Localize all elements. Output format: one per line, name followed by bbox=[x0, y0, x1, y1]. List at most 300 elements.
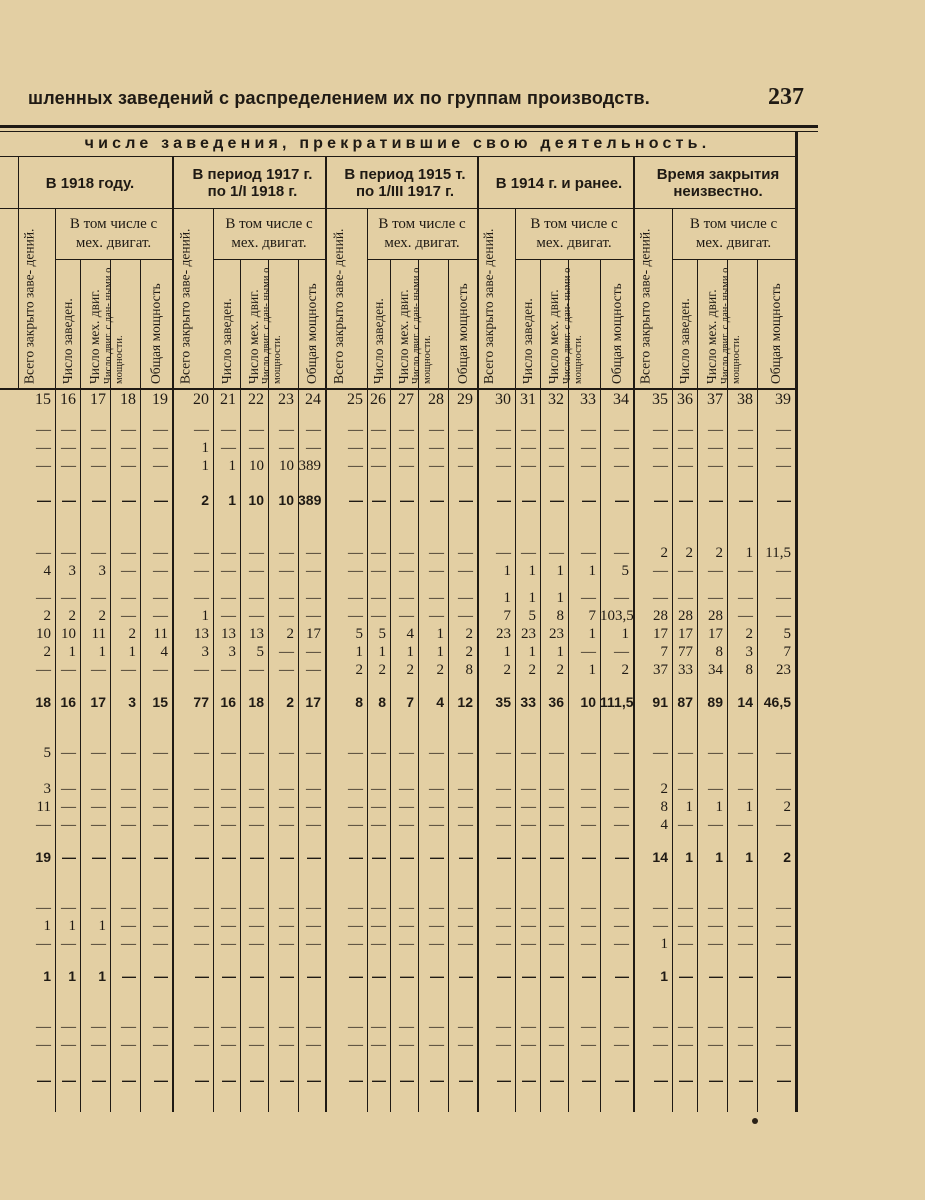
table-cell: 8 bbox=[378, 694, 386, 710]
column-header-label: Число двиг. с дан- ными о мощности. bbox=[562, 267, 584, 384]
table-cell: 17 bbox=[708, 626, 723, 642]
table-cell: — bbox=[458, 781, 473, 797]
column-header-label: Число мех. двиг. bbox=[246, 289, 261, 384]
table-cell: — bbox=[400, 1072, 414, 1088]
table-cell: — bbox=[521, 545, 536, 561]
table-cell: — bbox=[399, 799, 414, 815]
table-cell: — bbox=[777, 1072, 791, 1088]
table-cell: — bbox=[581, 918, 596, 934]
column-header bbox=[757, 261, 795, 386]
column-header bbox=[411, 261, 448, 386]
table-cell: 2 bbox=[68, 608, 76, 624]
table-cell: — bbox=[549, 545, 564, 561]
column-header-label: Число мех. двиг. bbox=[396, 289, 411, 384]
column-header-label: Всего закрыто заве- дений. bbox=[637, 228, 653, 384]
table-cell: — bbox=[194, 799, 209, 815]
column-header bbox=[672, 261, 697, 386]
table-cell: — bbox=[348, 918, 363, 934]
table-cell: 2 bbox=[556, 662, 564, 678]
column-header-label: Всего закрыто заве- дений. bbox=[331, 228, 346, 384]
table-cell: — bbox=[249, 936, 264, 952]
column-header-label: Число заведен. bbox=[519, 298, 535, 384]
table-cell: — bbox=[496, 440, 511, 456]
table-cell: — bbox=[306, 900, 321, 916]
table-cell: — bbox=[653, 440, 668, 456]
table-cell: — bbox=[550, 1072, 564, 1088]
table-cell: 2 bbox=[406, 662, 414, 678]
table-cell: — bbox=[429, 745, 444, 761]
table-cell: — bbox=[614, 644, 629, 660]
table-cell: 1 bbox=[588, 662, 596, 678]
table-cell: 2 bbox=[503, 662, 511, 678]
table-cell: — bbox=[708, 440, 723, 456]
table-cell: 8 bbox=[660, 799, 668, 815]
table-cell: — bbox=[429, 563, 444, 579]
table-cell: 5 bbox=[621, 563, 629, 579]
table-cell: — bbox=[349, 492, 363, 508]
table-cell: — bbox=[348, 590, 363, 606]
column-header bbox=[600, 261, 633, 386]
table-cell: — bbox=[348, 1037, 363, 1053]
table-cell: — bbox=[61, 1037, 76, 1053]
column-number: 25 bbox=[347, 391, 363, 408]
table-cell: — bbox=[678, 440, 693, 456]
table-cell: — bbox=[122, 492, 136, 508]
table-cell: — bbox=[372, 1072, 386, 1088]
table-cell: — bbox=[458, 1019, 473, 1035]
table-cell: — bbox=[306, 590, 321, 606]
table-cell: 4 bbox=[43, 563, 51, 579]
column-header-label: Общая мощность bbox=[148, 283, 163, 384]
table-cell: — bbox=[194, 662, 209, 678]
table-cell: — bbox=[549, 422, 564, 438]
column-header-label: Число двиг. с дан- ными о мощности. bbox=[720, 267, 742, 384]
table-cell: — bbox=[153, 608, 168, 624]
table-cell: — bbox=[61, 440, 76, 456]
table-cell: — bbox=[429, 1019, 444, 1035]
table-cell: — bbox=[521, 936, 536, 952]
table-cell: — bbox=[738, 936, 753, 952]
table-cell: 28 bbox=[653, 608, 668, 624]
table-cell: — bbox=[249, 662, 264, 678]
table-cell: — bbox=[371, 422, 386, 438]
table-cell: 5 bbox=[378, 626, 386, 642]
table-cell: — bbox=[371, 817, 386, 833]
table-cell: — bbox=[153, 440, 168, 456]
column-header bbox=[720, 261, 757, 386]
column-number: 18 bbox=[120, 391, 136, 408]
table-cell: 1 bbox=[685, 799, 693, 815]
column-header-label: Число мех. двиг. bbox=[704, 289, 719, 384]
table-cell: — bbox=[708, 563, 723, 579]
table-cell: 1 bbox=[556, 590, 564, 606]
table-cell: — bbox=[371, 745, 386, 761]
table-cell: — bbox=[458, 799, 473, 815]
table-cell: — bbox=[195, 849, 209, 865]
table-cell: — bbox=[678, 936, 693, 952]
column-header bbox=[18, 210, 55, 386]
table-cell: — bbox=[91, 1037, 106, 1053]
table-cell: 19 bbox=[35, 849, 51, 865]
table-cell: — bbox=[194, 590, 209, 606]
table-cell: 37 bbox=[653, 662, 668, 678]
table-cell: — bbox=[497, 849, 511, 865]
table-cell: — bbox=[306, 781, 321, 797]
table-cell: — bbox=[399, 563, 414, 579]
table-cell: — bbox=[221, 799, 236, 815]
column-header bbox=[213, 261, 240, 386]
table-cell: — bbox=[249, 563, 264, 579]
table-cell: — bbox=[36, 900, 51, 916]
table-cell: — bbox=[306, 644, 321, 660]
table-cell: — bbox=[776, 900, 791, 916]
table-cell: 13 bbox=[194, 626, 209, 642]
table-cell: 11 bbox=[91, 626, 106, 642]
table-cell: — bbox=[429, 936, 444, 952]
table-cell: — bbox=[738, 563, 753, 579]
table-cell: 87 bbox=[677, 694, 693, 710]
table-cell: 11 bbox=[36, 799, 51, 815]
table-cell: — bbox=[496, 1019, 511, 1035]
table-cell: — bbox=[249, 745, 264, 761]
table-cell: — bbox=[614, 545, 629, 561]
table-cell: — bbox=[91, 590, 106, 606]
table-cell: — bbox=[153, 817, 168, 833]
table-cell: — bbox=[776, 918, 791, 934]
table-cell: — bbox=[708, 1037, 723, 1053]
table-cell: — bbox=[399, 422, 414, 438]
table-cell: — bbox=[249, 1037, 264, 1053]
table-cell: — bbox=[306, 563, 321, 579]
table-cell: 17 bbox=[653, 626, 668, 642]
column-number: 28 bbox=[428, 391, 444, 408]
table-cell: — bbox=[306, 440, 321, 456]
table-cell: — bbox=[306, 918, 321, 934]
table-cell: — bbox=[496, 1037, 511, 1053]
table-cell: — bbox=[776, 781, 791, 797]
table-cell: — bbox=[497, 492, 511, 508]
table-cell: 1 bbox=[68, 968, 76, 984]
table-cell: — bbox=[36, 590, 51, 606]
table-cell: 28 bbox=[678, 608, 693, 624]
table-cell: — bbox=[776, 745, 791, 761]
table-cell: — bbox=[496, 422, 511, 438]
table-cell: — bbox=[399, 900, 414, 916]
table-cell: — bbox=[61, 458, 76, 474]
table-cell: — bbox=[709, 1072, 723, 1088]
column-header bbox=[325, 210, 367, 386]
table-cell: 1 bbox=[436, 644, 444, 660]
column-number: 29 bbox=[457, 391, 473, 408]
table-cell: — bbox=[522, 1072, 536, 1088]
table-cell: — bbox=[739, 968, 753, 984]
table-cell: — bbox=[776, 817, 791, 833]
table-cell: — bbox=[521, 745, 536, 761]
table-cell: 1 bbox=[43, 968, 51, 984]
table-cell: — bbox=[615, 849, 629, 865]
table-cell: — bbox=[614, 440, 629, 456]
table-cell: — bbox=[429, 781, 444, 797]
table-cell: — bbox=[497, 1072, 511, 1088]
table-cell: — bbox=[653, 422, 668, 438]
column-header bbox=[140, 261, 172, 386]
table-cell: — bbox=[430, 849, 444, 865]
table-cell: — bbox=[279, 662, 294, 678]
table-cell: — bbox=[678, 1019, 693, 1035]
subgroup-title: В том числе с мех. двигат. bbox=[69, 216, 158, 251]
table-cell: — bbox=[549, 745, 564, 761]
table-cell: — bbox=[36, 936, 51, 952]
table-cell: 389 bbox=[298, 492, 322, 508]
table-cell: — bbox=[399, 1037, 414, 1053]
table-cell: — bbox=[708, 936, 723, 952]
table-cell: — bbox=[61, 422, 76, 438]
table-cell: — bbox=[678, 817, 693, 833]
table-cell: — bbox=[654, 1072, 668, 1088]
table-cell: — bbox=[776, 1019, 791, 1035]
group-title-rule bbox=[633, 208, 795, 209]
table-cell: — bbox=[91, 936, 106, 952]
table-cell: — bbox=[62, 492, 76, 508]
table-cell: — bbox=[121, 662, 136, 678]
table-cell: — bbox=[249, 422, 264, 438]
running-head: шленных заведений с распределением их по группам производств. bbox=[28, 88, 650, 108]
table-cell: — bbox=[776, 458, 791, 474]
table-cell: — bbox=[349, 968, 363, 984]
table-cell: — bbox=[496, 918, 511, 934]
table-cell: — bbox=[581, 1037, 596, 1053]
table-cell: 1 bbox=[528, 563, 536, 579]
group-title-rule bbox=[325, 208, 477, 209]
table-cell: 1 bbox=[201, 608, 209, 624]
table-cell: — bbox=[430, 492, 444, 508]
column-header bbox=[448, 261, 477, 386]
column-header bbox=[261, 261, 298, 386]
table-cell: 3 bbox=[745, 644, 753, 660]
table-cell: — bbox=[738, 900, 753, 916]
table-cell: — bbox=[306, 817, 321, 833]
table-cell: — bbox=[738, 1037, 753, 1053]
table-cell: — bbox=[92, 849, 106, 865]
table-cell: — bbox=[121, 422, 136, 438]
table-cell: 1 bbox=[98, 918, 106, 934]
table-cell: — bbox=[614, 1037, 629, 1053]
table-cell: — bbox=[221, 422, 236, 438]
table-cell: — bbox=[62, 849, 76, 865]
table-cell: — bbox=[61, 590, 76, 606]
table-cell: 77 bbox=[193, 694, 209, 710]
header-rule bbox=[0, 125, 818, 128]
table-cell: 2 bbox=[378, 662, 386, 678]
table-cell: — bbox=[121, 745, 136, 761]
table-cell: — bbox=[458, 608, 473, 624]
table-cell: — bbox=[549, 900, 564, 916]
table-cell: — bbox=[371, 900, 386, 916]
table-cell: 7 bbox=[503, 608, 511, 624]
table-cell: 2 bbox=[528, 662, 536, 678]
table-cell: — bbox=[121, 936, 136, 952]
table-cell: — bbox=[429, 590, 444, 606]
table-cell: — bbox=[348, 936, 363, 952]
table-cell: — bbox=[458, 545, 473, 561]
table-cell: 35 bbox=[495, 694, 511, 710]
table-cell: — bbox=[306, 662, 321, 678]
table-cell: — bbox=[458, 918, 473, 934]
table-cell: — bbox=[709, 492, 723, 508]
table-cell: — bbox=[614, 590, 629, 606]
table-cell: — bbox=[280, 849, 294, 865]
table-cell: — bbox=[307, 968, 321, 984]
table-cell: 2 bbox=[436, 662, 444, 678]
table-cell: 2 bbox=[660, 781, 668, 797]
table-cell: — bbox=[521, 422, 536, 438]
table-cell: 1 bbox=[745, 849, 753, 865]
table-cell: — bbox=[221, 440, 236, 456]
table-cell: — bbox=[459, 849, 473, 865]
table-cell: — bbox=[614, 1019, 629, 1035]
table-cell: — bbox=[776, 563, 791, 579]
table-cell: — bbox=[371, 590, 386, 606]
ink-dot bbox=[752, 1118, 758, 1124]
column-header-label: Всего закрыто заве- дений. bbox=[21, 228, 37, 384]
table-cell: — bbox=[776, 422, 791, 438]
subgroup-rule bbox=[515, 259, 633, 260]
table-cell: — bbox=[429, 918, 444, 934]
table-cell: 10 bbox=[279, 458, 294, 474]
table-cell: — bbox=[496, 781, 511, 797]
table-cell: — bbox=[372, 849, 386, 865]
table-cell: — bbox=[221, 1019, 236, 1035]
table-cell: — bbox=[249, 817, 264, 833]
table-cell: — bbox=[153, 563, 168, 579]
column-number: 35 bbox=[652, 391, 668, 408]
table-cell: — bbox=[653, 745, 668, 761]
table-cell: — bbox=[249, 590, 264, 606]
table-cell: — bbox=[121, 781, 136, 797]
table-cell: — bbox=[776, 440, 791, 456]
table-cell: 7 bbox=[588, 608, 596, 624]
table-cell: 1 bbox=[228, 492, 236, 508]
table-cell: — bbox=[581, 458, 596, 474]
table-cell: — bbox=[91, 458, 106, 474]
table-cell: — bbox=[61, 545, 76, 561]
table-cell: 8 bbox=[556, 608, 564, 624]
table-cell: — bbox=[400, 968, 414, 984]
column-number: 37 bbox=[707, 391, 723, 408]
table-cell: — bbox=[776, 936, 791, 952]
table-cell: — bbox=[614, 458, 629, 474]
table-cell: 1 bbox=[201, 458, 209, 474]
column-number: 32 bbox=[548, 391, 564, 408]
table-cell: — bbox=[371, 1019, 386, 1035]
table-cell: 3 bbox=[68, 563, 76, 579]
column-header-label: Число заведен. bbox=[370, 298, 386, 384]
group-title: В 1918 году. bbox=[45, 174, 135, 192]
table-cell: — bbox=[429, 900, 444, 916]
group-title: В период 1917 г. по 1/I 1918 г. bbox=[192, 166, 313, 200]
table-cell: — bbox=[429, 458, 444, 474]
page-number: 237 bbox=[768, 84, 804, 110]
table-cell: — bbox=[221, 563, 236, 579]
table-cell: — bbox=[776, 590, 791, 606]
table-cell: — bbox=[279, 440, 294, 456]
table-cell: — bbox=[306, 799, 321, 815]
table-cell: — bbox=[615, 492, 629, 508]
table-cell: 28 bbox=[708, 608, 723, 624]
table-cell: — bbox=[153, 590, 168, 606]
table-cell: 1 bbox=[378, 644, 386, 660]
table-cell: — bbox=[708, 918, 723, 934]
table-cell: — bbox=[399, 781, 414, 797]
table-cell: — bbox=[222, 1072, 236, 1088]
table-cell: — bbox=[349, 849, 363, 865]
table-cell: 1 bbox=[43, 918, 51, 934]
table-cell: 1 bbox=[588, 626, 596, 642]
table-cell: — bbox=[249, 1019, 264, 1035]
table-cell: — bbox=[458, 936, 473, 952]
table-cell: — bbox=[653, 918, 668, 934]
table-cell: — bbox=[154, 492, 168, 508]
table-cell: — bbox=[194, 918, 209, 934]
table-cell: — bbox=[549, 1019, 564, 1035]
table-cell: 1 bbox=[715, 799, 723, 815]
table-cell: 3 bbox=[201, 644, 209, 660]
table-cell: — bbox=[306, 1019, 321, 1035]
table-cell: — bbox=[496, 458, 511, 474]
table-cell: 17 bbox=[305, 694, 321, 710]
table-cell: 91 bbox=[652, 694, 668, 710]
table-cell: — bbox=[678, 590, 693, 606]
table-cell: — bbox=[36, 422, 51, 438]
table-cell: 3 bbox=[228, 644, 236, 660]
table-cell: — bbox=[348, 745, 363, 761]
table-cell: — bbox=[777, 492, 791, 508]
table-cell: — bbox=[459, 1072, 473, 1088]
table-cell: 1 bbox=[503, 644, 511, 660]
column-header-label: Число мех. двиг. bbox=[87, 289, 102, 384]
table-cell: 1 bbox=[436, 626, 444, 642]
table-cell: 2 bbox=[715, 545, 723, 561]
table-cell: — bbox=[549, 781, 564, 797]
table-cell: — bbox=[371, 563, 386, 579]
table-cell: 2 bbox=[660, 545, 668, 561]
table-cell: 1 bbox=[406, 644, 414, 660]
table-cell: — bbox=[279, 422, 294, 438]
table-cell: — bbox=[280, 1072, 294, 1088]
table-cell: 1 bbox=[201, 440, 209, 456]
table-cell: 2 bbox=[465, 644, 473, 660]
table-cell: — bbox=[708, 590, 723, 606]
table-cell: — bbox=[738, 745, 753, 761]
table-cell: 1 bbox=[68, 644, 76, 660]
table-cell: — bbox=[679, 1072, 693, 1088]
column-header bbox=[103, 261, 140, 386]
table-cell: 10 bbox=[580, 694, 596, 710]
column-header bbox=[477, 210, 515, 386]
column-header bbox=[298, 261, 325, 386]
table-cell: — bbox=[738, 817, 753, 833]
table-cell: — bbox=[91, 545, 106, 561]
table-cell: — bbox=[349, 1072, 363, 1088]
table-caption: числе заведения, прекратившие свою деятельность. bbox=[0, 132, 795, 157]
table-cell: — bbox=[549, 918, 564, 934]
table-cell: — bbox=[62, 1072, 76, 1088]
table-cell: — bbox=[221, 590, 236, 606]
table-cell: 23 bbox=[521, 626, 536, 642]
table-cell: — bbox=[250, 1072, 264, 1088]
table-cell: — bbox=[371, 545, 386, 561]
table-cell: 12 bbox=[457, 694, 473, 710]
